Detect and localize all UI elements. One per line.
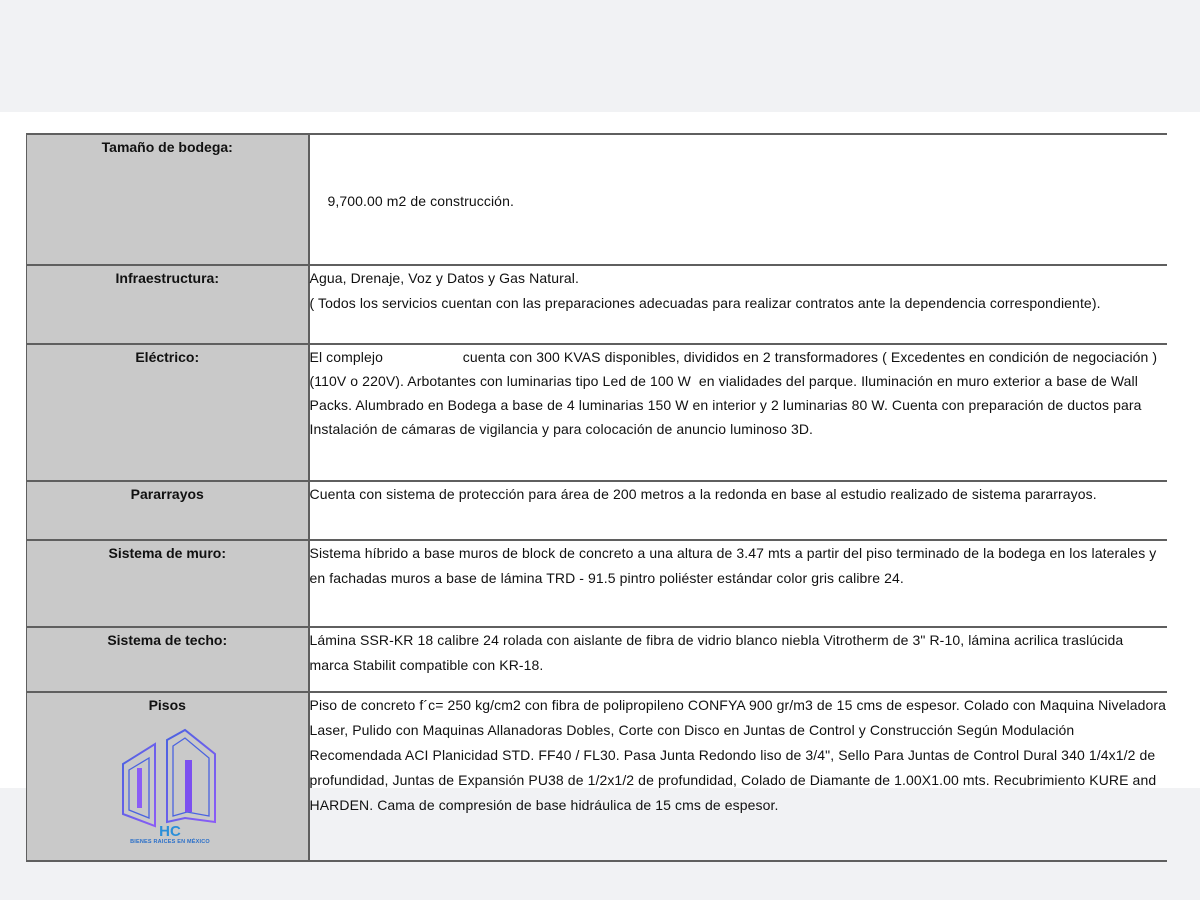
row-value xyxy=(309,344,1167,481)
document-sheet xyxy=(0,112,1200,845)
row-label: Pararrayos xyxy=(27,481,309,540)
table-row xyxy=(27,540,1167,627)
value-text: Sistema híbrido a base muros de block de concreto a una altura de 3.47 mts a partir del piso terminado de la bodega en los laterales y en fachadas muros a base de lámina TRD - 91.5 pintro poliéster estándar color gris calibre 24. xyxy=(309,545,1157,586)
row-label: Infraestructura: xyxy=(27,265,309,344)
row-value xyxy=(309,134,1167,265)
row-value xyxy=(309,265,1167,344)
value-text: ( Todos los servicios cuentan con las preparaciones adecuadas para realizar contratos ante la dependencia correspondiente). xyxy=(309,295,1101,311)
table-row xyxy=(27,481,1167,540)
row-label xyxy=(27,692,309,861)
row-value xyxy=(309,481,1167,540)
row-label: Sistema de techo: xyxy=(27,627,309,692)
logo-letters: HC xyxy=(159,823,181,838)
row-label-text: Pisos xyxy=(148,697,186,713)
value-text: Piso de concreto f´c= 250 kg/cm2 con fibra de polipropileno CONFYA 900 gr/m3 de 15 cms de espesor. Colado con Maquina Niveladora Laser, Pulido con Maquinas Allanadoras Dobles, Corte con Disco en Juntas de Control y Construcción Según Modulación Recomendada ACI Planicidad STD. FF40 / FL30. Pasa Junta Redondo liso de 3/4", Sello Para Juntas de Control Dural 340 1/4x1/2 de profundidad, Juntas de Expansión PU38 de 1/2x1/2 de profundidad, Colado de Diamante de 1.00X1.00 mts. Recubrimiento KURE and HARDEN. Cama de compresión de base hidráulica de 15 cms de espesor. xyxy=(309,697,1167,813)
value-text: Lámina SSR-KR 18 calibre 24 rolada con aislante de fibra de vidrio blanco niebla Vitrotherm de 3" R-10, lámina acrilica traslúcida marca Stabilit compatible con KR-18. xyxy=(309,632,1124,673)
value-text: 9,700.00 m2 de construcción. xyxy=(319,193,514,209)
value-text: Cuenta con sistema de protección para área de 200 metros a la redonda en base al estudio realizado de sistema pararrayos. xyxy=(309,486,1097,502)
value-text: Agua, Drenaje, Voz y Datos y Gas Natural. xyxy=(309,270,579,286)
table-row xyxy=(27,265,1167,344)
logo-caption: BIENES RAICES EN MÉXICO xyxy=(130,839,210,845)
row-value xyxy=(309,540,1167,627)
table-row xyxy=(27,692,1167,861)
row-label: Eléctrico: xyxy=(27,344,309,481)
building-logo-icon xyxy=(115,726,225,838)
row-label: Tamaño de bodega: xyxy=(27,134,309,265)
row-value xyxy=(309,627,1167,692)
specs-table xyxy=(26,133,1167,862)
row-value xyxy=(309,692,1167,861)
company-logo xyxy=(115,726,225,846)
table-row xyxy=(27,627,1167,692)
value-text: El complejo cuenta con 300 KVAS disponibles, divididos en 2 transformadores ( Excedentes en condición de negociación ) (110V o 220V). Arbotantes con luminarias tipo Led de 100 W en vialidades del parque. Iluminación en muro exterior a base de Wall Packs. Alumbrado en Bodega a base de 4 luminarias 150 W en interior y 2 luminarias 80 W. Cuenta con preparación de ductos para Instalación de cámaras de vigilancia y para colocación de anuncio luminoso 3D. xyxy=(309,349,1162,437)
row-label: Sistema de muro: xyxy=(27,540,309,627)
table-row xyxy=(27,344,1167,481)
table-row xyxy=(27,134,1167,265)
